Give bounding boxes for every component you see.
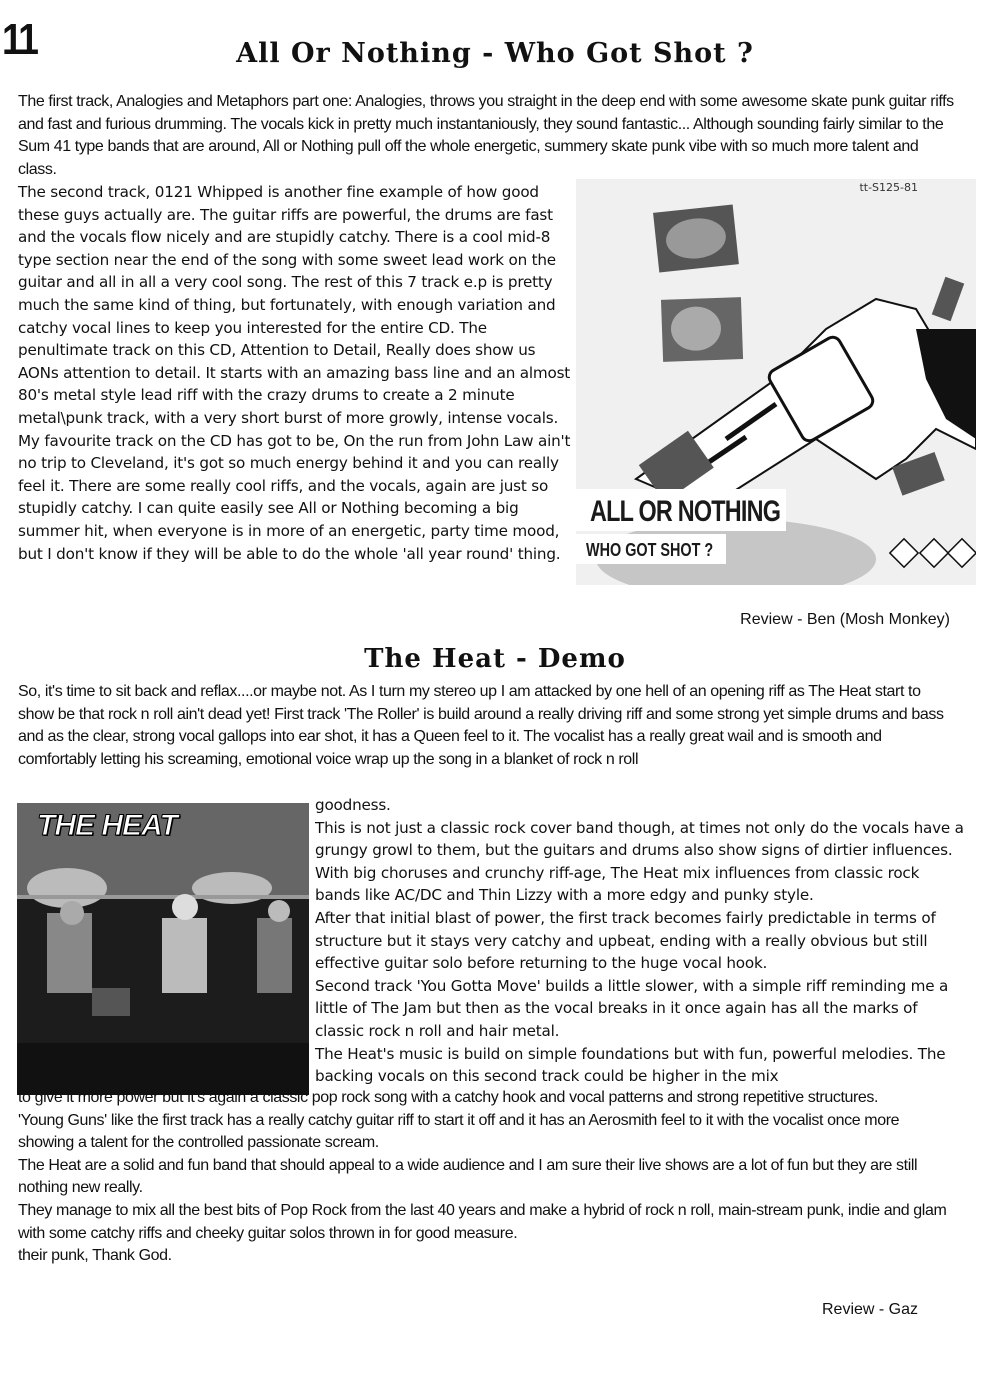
review-body-paragraph: The second track, 0121 Whipped is another fine example of how good these guys actually are. The guitar riffs are powerful, the drums are fast and the vocals flow nicely and are stupidly catchy. There is a cool mid-8 type section near the end of the song with some sweet lead work on the guitar and all in all a very cool song. The rest of this 7 track e.p is pretty much the same kind of thing, but fortunately, with enough variation and catchy vocal lines to keep you interested for the entire CD. The penultimate track on this CD, Attention to Detail, Really does show us AONs attention to detail. It starts with an amazing bass line and an almost 80's metal style lead riff with the crazy drums to create a 2 minute metal\punk track, with a very short burst of more growly, intense vocals. My favourite track on the CD has got to be, On the run from John Law ain't no trip to Cleveland, it's got so much energy behind it and you can really feel it. There are some really cool riffs, and the vocals, again are just so stupidly catchy. I can quite easily see All or Nothing becoming a big summer hit, when everyone is in more of an energetic, party time mood, but I don't know if they will be able to do the whole 'all year round' thing.: [18, 183, 571, 563]
paragraph: The Heat's music is build on simple foundations but with fun, powerful melodies. The backing vocals on this second track could be higher in the mix: [315, 1044, 946, 1086]
review-byline: Review - Ben (Mosh Monkey): [740, 611, 950, 628]
paragraph: to give it more power but it's again a classic pop rock song with a catchy hook and vocal patterns and strong repetitive structures.: [18, 1089, 879, 1106]
paragraph: After that initial blast of power, the first track becomes fairly predictable in terms of structure but it stays very catchy and upbeat, ending with a really obvious but still effective guitar solo before returning to the huge vocal hook.: [315, 908, 936, 973]
review-title-all-or-nothing: All Or Nothing - Who Got Shot ?: [236, 38, 754, 69]
cover-catalog-code: tt-S125-81: [859, 181, 918, 194]
paragraph: goodness.: [315, 796, 391, 814]
review-intro-paragraph: The first track, Analogies and Metaphors part one: Analogies, throws you straight in the deep end with some awesome skate punk guitar riffs and fast and furious drumming. The vocals kick in pretty much instantaniously, they sound fantastic... Although sounding fairly similar to the Sum 41 type bands that are around, All or Nothing pull off the whole energetic, summery skate punk vibe with so much more talent and class.: [18, 93, 954, 178]
cover-album-name: WHO GOT SHOT ?: [586, 540, 714, 560]
cover-band-name: ALL OR NOTHING: [590, 495, 781, 528]
album-cover-who-got-shot: [576, 179, 976, 585]
page-number: 11: [2, 15, 37, 64]
review-closing-text: [18, 1087, 958, 1268]
band-logo: THE HEAT: [37, 809, 177, 842]
paragraph: The Heat are a solid and fun band that should appeal to a wide audience and I am sure their live shows are a lot of fun but they are still nothing new really.: [18, 1156, 918, 1197]
paragraph: their punk, Thank God.: [18, 1247, 172, 1265]
band-photo-the-heat: [17, 803, 309, 1095]
band-photo-image-icon: [17, 803, 309, 1095]
review-title-the-heat: The Heat - Demo: [364, 644, 626, 674]
paragraph: They manage to mix all the best bits of Pop Rock from the last 40 years and make a hybrid of rock n roll, main-stream punk, indie and glam with some catchy riffs and cheeky guitar solos thrown in for good measure.: [18, 1201, 947, 1242]
review-intro-paragraph: So, it's time to sit back and reflax....or maybe not. As I turn my stereo up I am attacked by one hell of an opening riff as The Heat start to show be that rock n roll ain't dead yet! First track 'The Roller' is build around a really driving riff and some strong yet simple drums and bass and as the clear, strong vocal gallops into ear shot, it has a Queen feel to it. The vocalist has a really great wail and is smooth and comfortably letting his screaming, emotional voice wrap up the song in a blanket of rock n roll: [18, 683, 944, 768]
paragraph: Second track 'You Gotta Move' builds a little slower, with a simple riff reminding me a little of The Jam but then as the vocal breaks in it once again has all the marks of classic rock n roll and hair metal.: [315, 976, 949, 1040]
review-byline: Review - Gaz: [822, 1301, 919, 1318]
paragraph: This is not just a classic rock cover band though, at times not only do the vocals have a grungy growl to them, but the guitars and drums also show signs of dirtier influences. With big choruses and crunchy riff-age, The Heat mix influences from classic rock bands like AC/DC and Thin Lizzy with a more edgy and punky style.: [315, 818, 964, 905]
review-wrapped-text: [315, 794, 965, 1088]
paragraph: 'Young Guns' like the first track has a really catchy guitar riff to start it off and it has an Aerosmith feel to it with the vocalist once more showing a talent for the controlled passionate scream.: [18, 1111, 900, 1152]
